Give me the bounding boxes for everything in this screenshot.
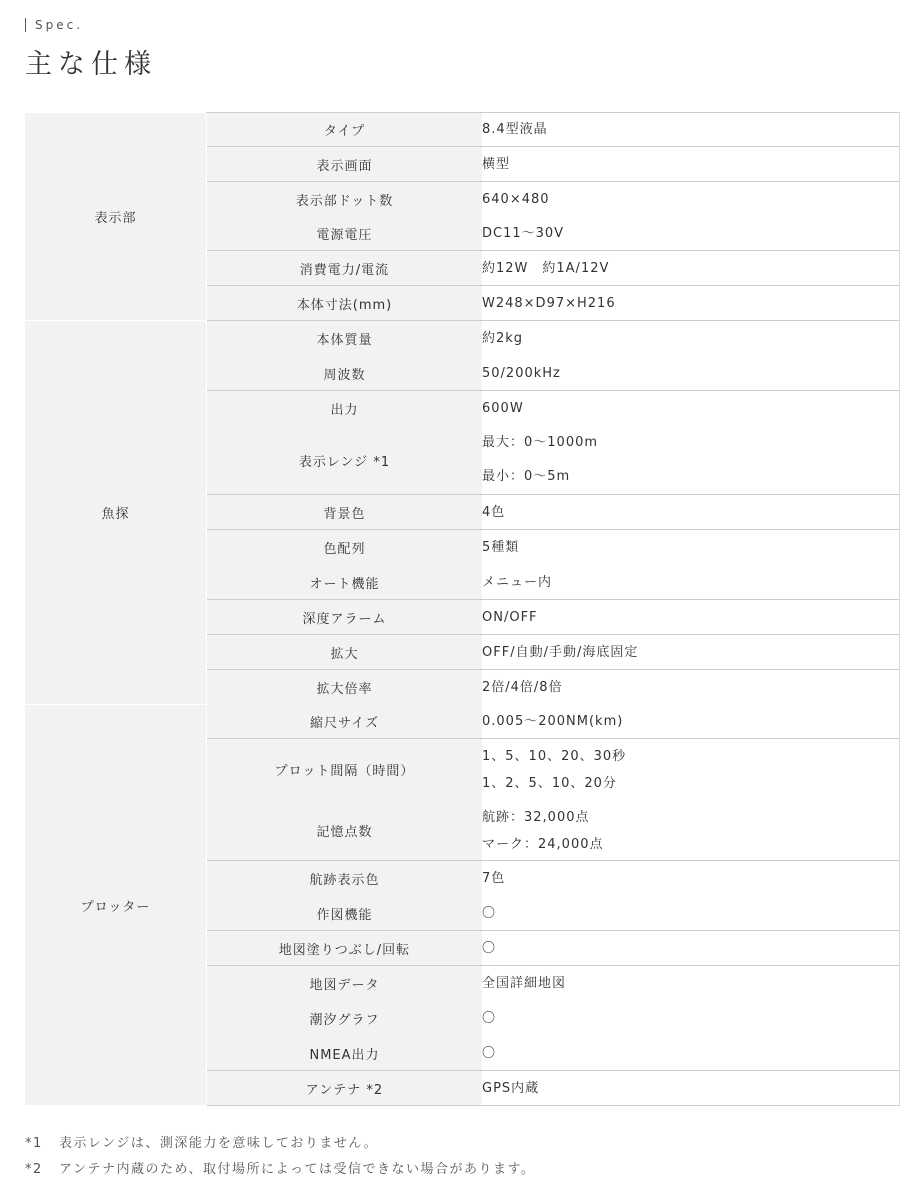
category-fishfinder: 魚探 — [25, 321, 207, 705]
spec-item: 縮尺サイズ — [207, 705, 483, 739]
footnote — [25, 1131, 535, 1157]
spec-value: GPS内蔵 — [482, 1071, 900, 1106]
spec-item: 作図機能 — [207, 896, 483, 931]
spec-item: タイプ — [207, 113, 483, 147]
spec-item: 電源電圧 — [207, 217, 483, 251]
footnote-text: アンテナ内蔵のため、取付場所によっては受信できない場合があります。 — [59, 1162, 536, 1177]
spec-value: 〇 — [482, 1001, 900, 1036]
spec-value: 〇 — [482, 1036, 900, 1071]
footnote-mark: *1 — [25, 1136, 43, 1151]
spec-item: 深度アラーム — [207, 600, 483, 635]
spec-value: メニュー内 — [482, 565, 900, 600]
spec-value: 5種類 — [482, 530, 900, 565]
spec-item: 背景色 — [207, 495, 483, 530]
spec-value: 航跡：32,000点 マーク：24,000点 — [482, 801, 900, 861]
spec-item: 表示画面 — [207, 147, 483, 182]
spec-value: 0.005～200NM(km) — [482, 705, 900, 739]
spec-item: 出力 — [207, 391, 483, 426]
spec-table — [25, 112, 900, 1106]
spec-item: 拡大倍率 — [207, 670, 483, 705]
spec-value: OFF/自動/手動/海底固定 — [482, 635, 900, 670]
spec-header — [25, 18, 157, 81]
spec-value: 横型 — [482, 147, 900, 182]
spec-tag: Spec. — [25, 18, 157, 32]
spec-item: アンテナ *2 — [207, 1071, 483, 1106]
footnote-mark: *2 — [25, 1162, 43, 1177]
spec-value: 最大：0～1000m 最小：0～5m — [482, 426, 900, 495]
spec-item: 拡大 — [207, 635, 483, 670]
spec-item: 本体寸法(mm) — [207, 286, 483, 321]
spec-item: 記憶点数 — [207, 801, 483, 861]
spec-item: 潮汐グラフ — [207, 1001, 483, 1036]
spec-item: 地図データ — [207, 966, 483, 1001]
spec-value: 約12W 約1A/12V — [482, 251, 900, 286]
spec-item: 本体質量 — [207, 321, 483, 356]
footnote-text: 表示レンジは、測深能力を意味しておりません。 — [59, 1136, 379, 1151]
spec-item: 表示部ドット数 — [207, 182, 483, 217]
spec-item: 表示レンジ *1 — [207, 426, 483, 495]
spec-item: 消費電力/電流 — [207, 251, 483, 286]
spec-value: 7色 — [482, 861, 900, 896]
spec-item: 地図塗りつぶし/回転 — [207, 931, 483, 966]
spec-item: 航跡表示色 — [207, 861, 483, 896]
footnotes — [25, 1131, 535, 1183]
spec-item: 色配列 — [207, 530, 483, 565]
spec-value: 640×480 — [482, 182, 900, 217]
spec-value: W248×D97×H216 — [482, 286, 900, 321]
category-display: 表示部 — [25, 113, 207, 321]
spec-value: 約2kg — [482, 321, 900, 356]
spec-item: オート機能 — [207, 565, 483, 600]
footnote — [25, 1157, 535, 1183]
spec-item: NMEA出力 — [207, 1036, 483, 1071]
table-row — [25, 705, 900, 739]
page-title: 主な仕様 — [25, 49, 157, 80]
spec-value: DC11～30V — [482, 217, 900, 251]
spec-value: 4色 — [482, 495, 900, 530]
table-row — [25, 321, 900, 356]
spec-value: 2倍/4倍/8倍 — [482, 670, 900, 705]
table-row — [25, 113, 900, 147]
spec-item: プロット間隔（時間） — [207, 739, 483, 801]
spec-item: 周波数 — [207, 356, 483, 391]
spec-value: 〇 — [482, 931, 900, 966]
spec-value: 〇 — [482, 896, 900, 931]
spec-value: 50/200kHz — [482, 356, 900, 391]
spec-value: 1、5、10、20、30秒 1、2、5、10、20分 — [482, 739, 900, 801]
category-plotter: プロッター — [25, 705, 207, 1106]
spec-value: 600W — [482, 391, 900, 426]
spec-value: ON/OFF — [482, 600, 900, 635]
spec-value: 全国詳細地図 — [482, 966, 900, 1001]
spec-value: 8.4型液晶 — [482, 113, 900, 147]
